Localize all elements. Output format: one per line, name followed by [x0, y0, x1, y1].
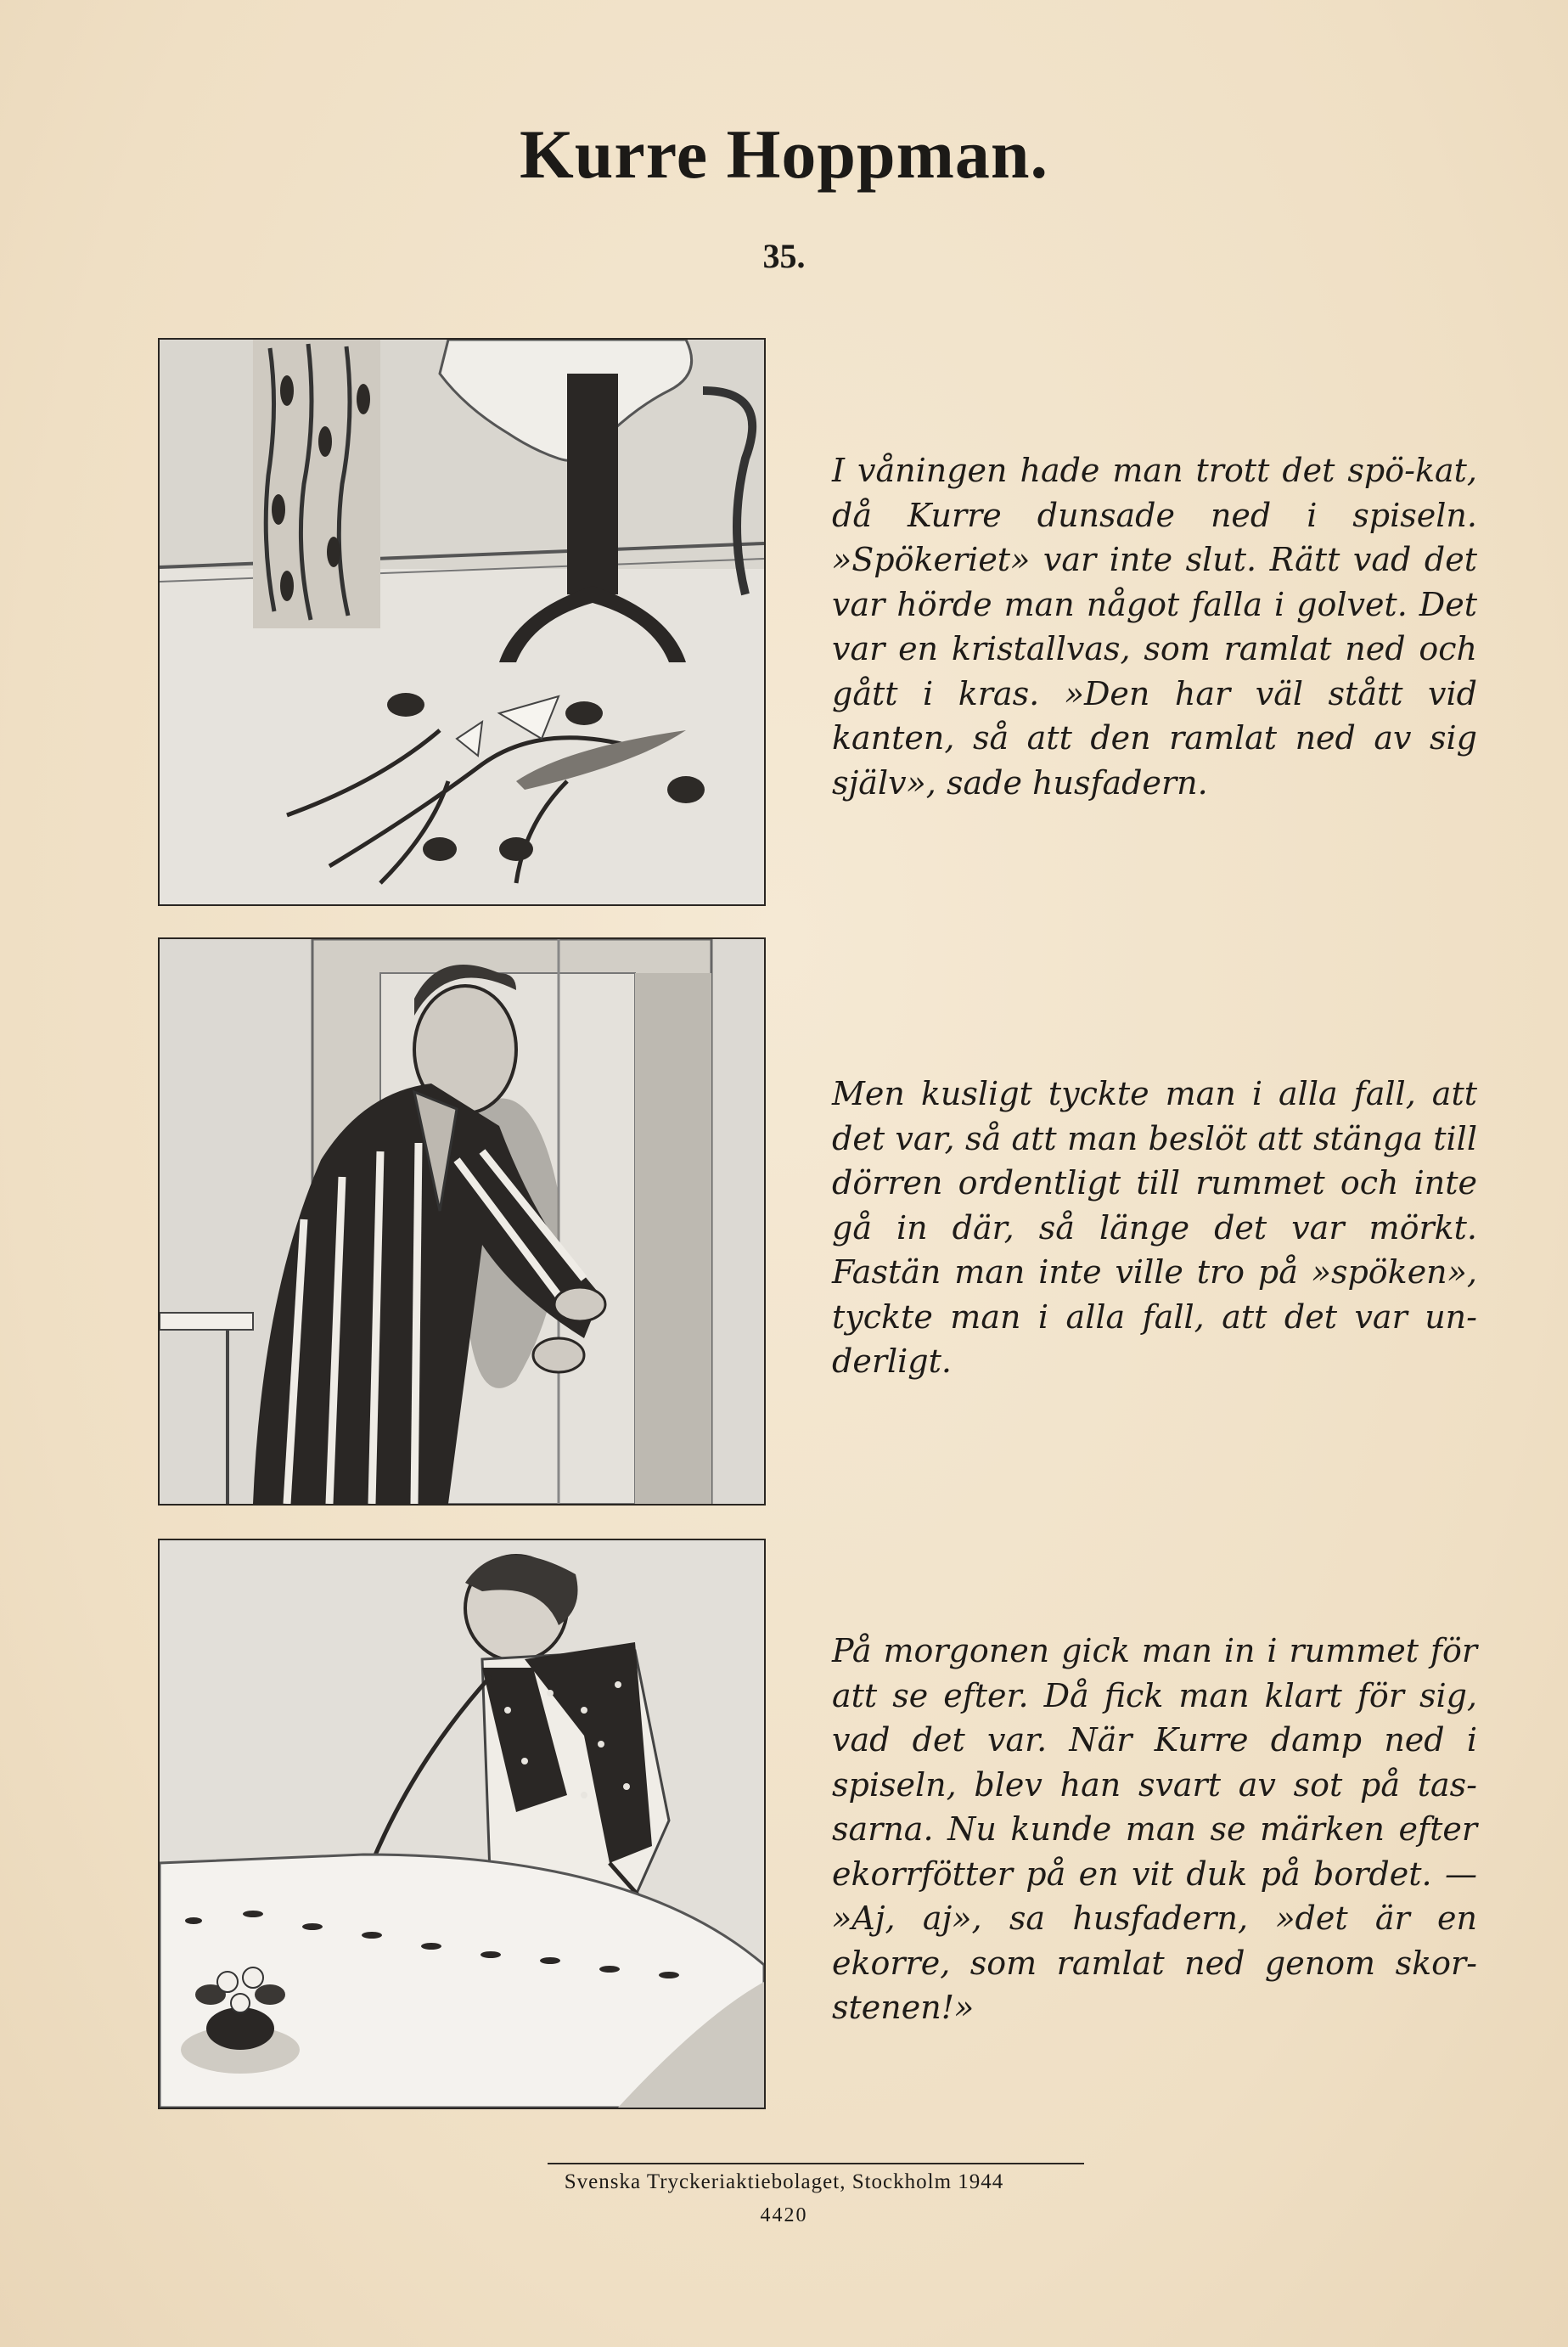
page-number: 35. [762, 237, 806, 275]
page-title: Kurre Hoppman. [520, 115, 1048, 193]
caption-panel-3: På morgonen gick man in i rummet för att se efter. Då fick man klart för sig, vad det var. När Kurre damp ned i spiseln, blev han svart av sot på tas-sarna. Nu kunde man se märken efter ekorrfötter på en vit duk på bordet. — »Aj, aj», sa husfadern, »det är en ekorre, som ramlat ned genom skor-stenen!» [832, 1632, 1477, 2026]
caption-panel-2: Men kusligt tyckte man i alla fall, att det var, så att man beslöt att stänga till dörren ordentligt till rummet och inte gå in där, så länge det var mörkt. Fastän man inte ville tro på »spöken», tyckte man i alla fall, att det var un-derligt. [832, 1075, 1477, 1380]
footer-printer: Svenska Tryckeriaktiebolaget, Stockholm 1944 [564, 2170, 1004, 2193]
illustration-fallen-vase [158, 338, 766, 906]
footer-rule [548, 2163, 1084, 2164]
caption-panel-1: I våningen hade man trott det spö-kat, då Kurre dunsade ned i spiseln. »Spökeriet» var inte slut. Rätt vad det var hörde man något falla i golvet. Det var en kristallvas, som ramlat ned och gått i kras. »Den har väl stått vid kanten, så att den ramlat ned av sig själv», sade husfadern. [832, 452, 1477, 802]
illustration-woman-at-table [158, 1539, 766, 2109]
illustration-man-locking-door [158, 937, 766, 1506]
footer-code: 4420 [760, 2204, 808, 2226]
